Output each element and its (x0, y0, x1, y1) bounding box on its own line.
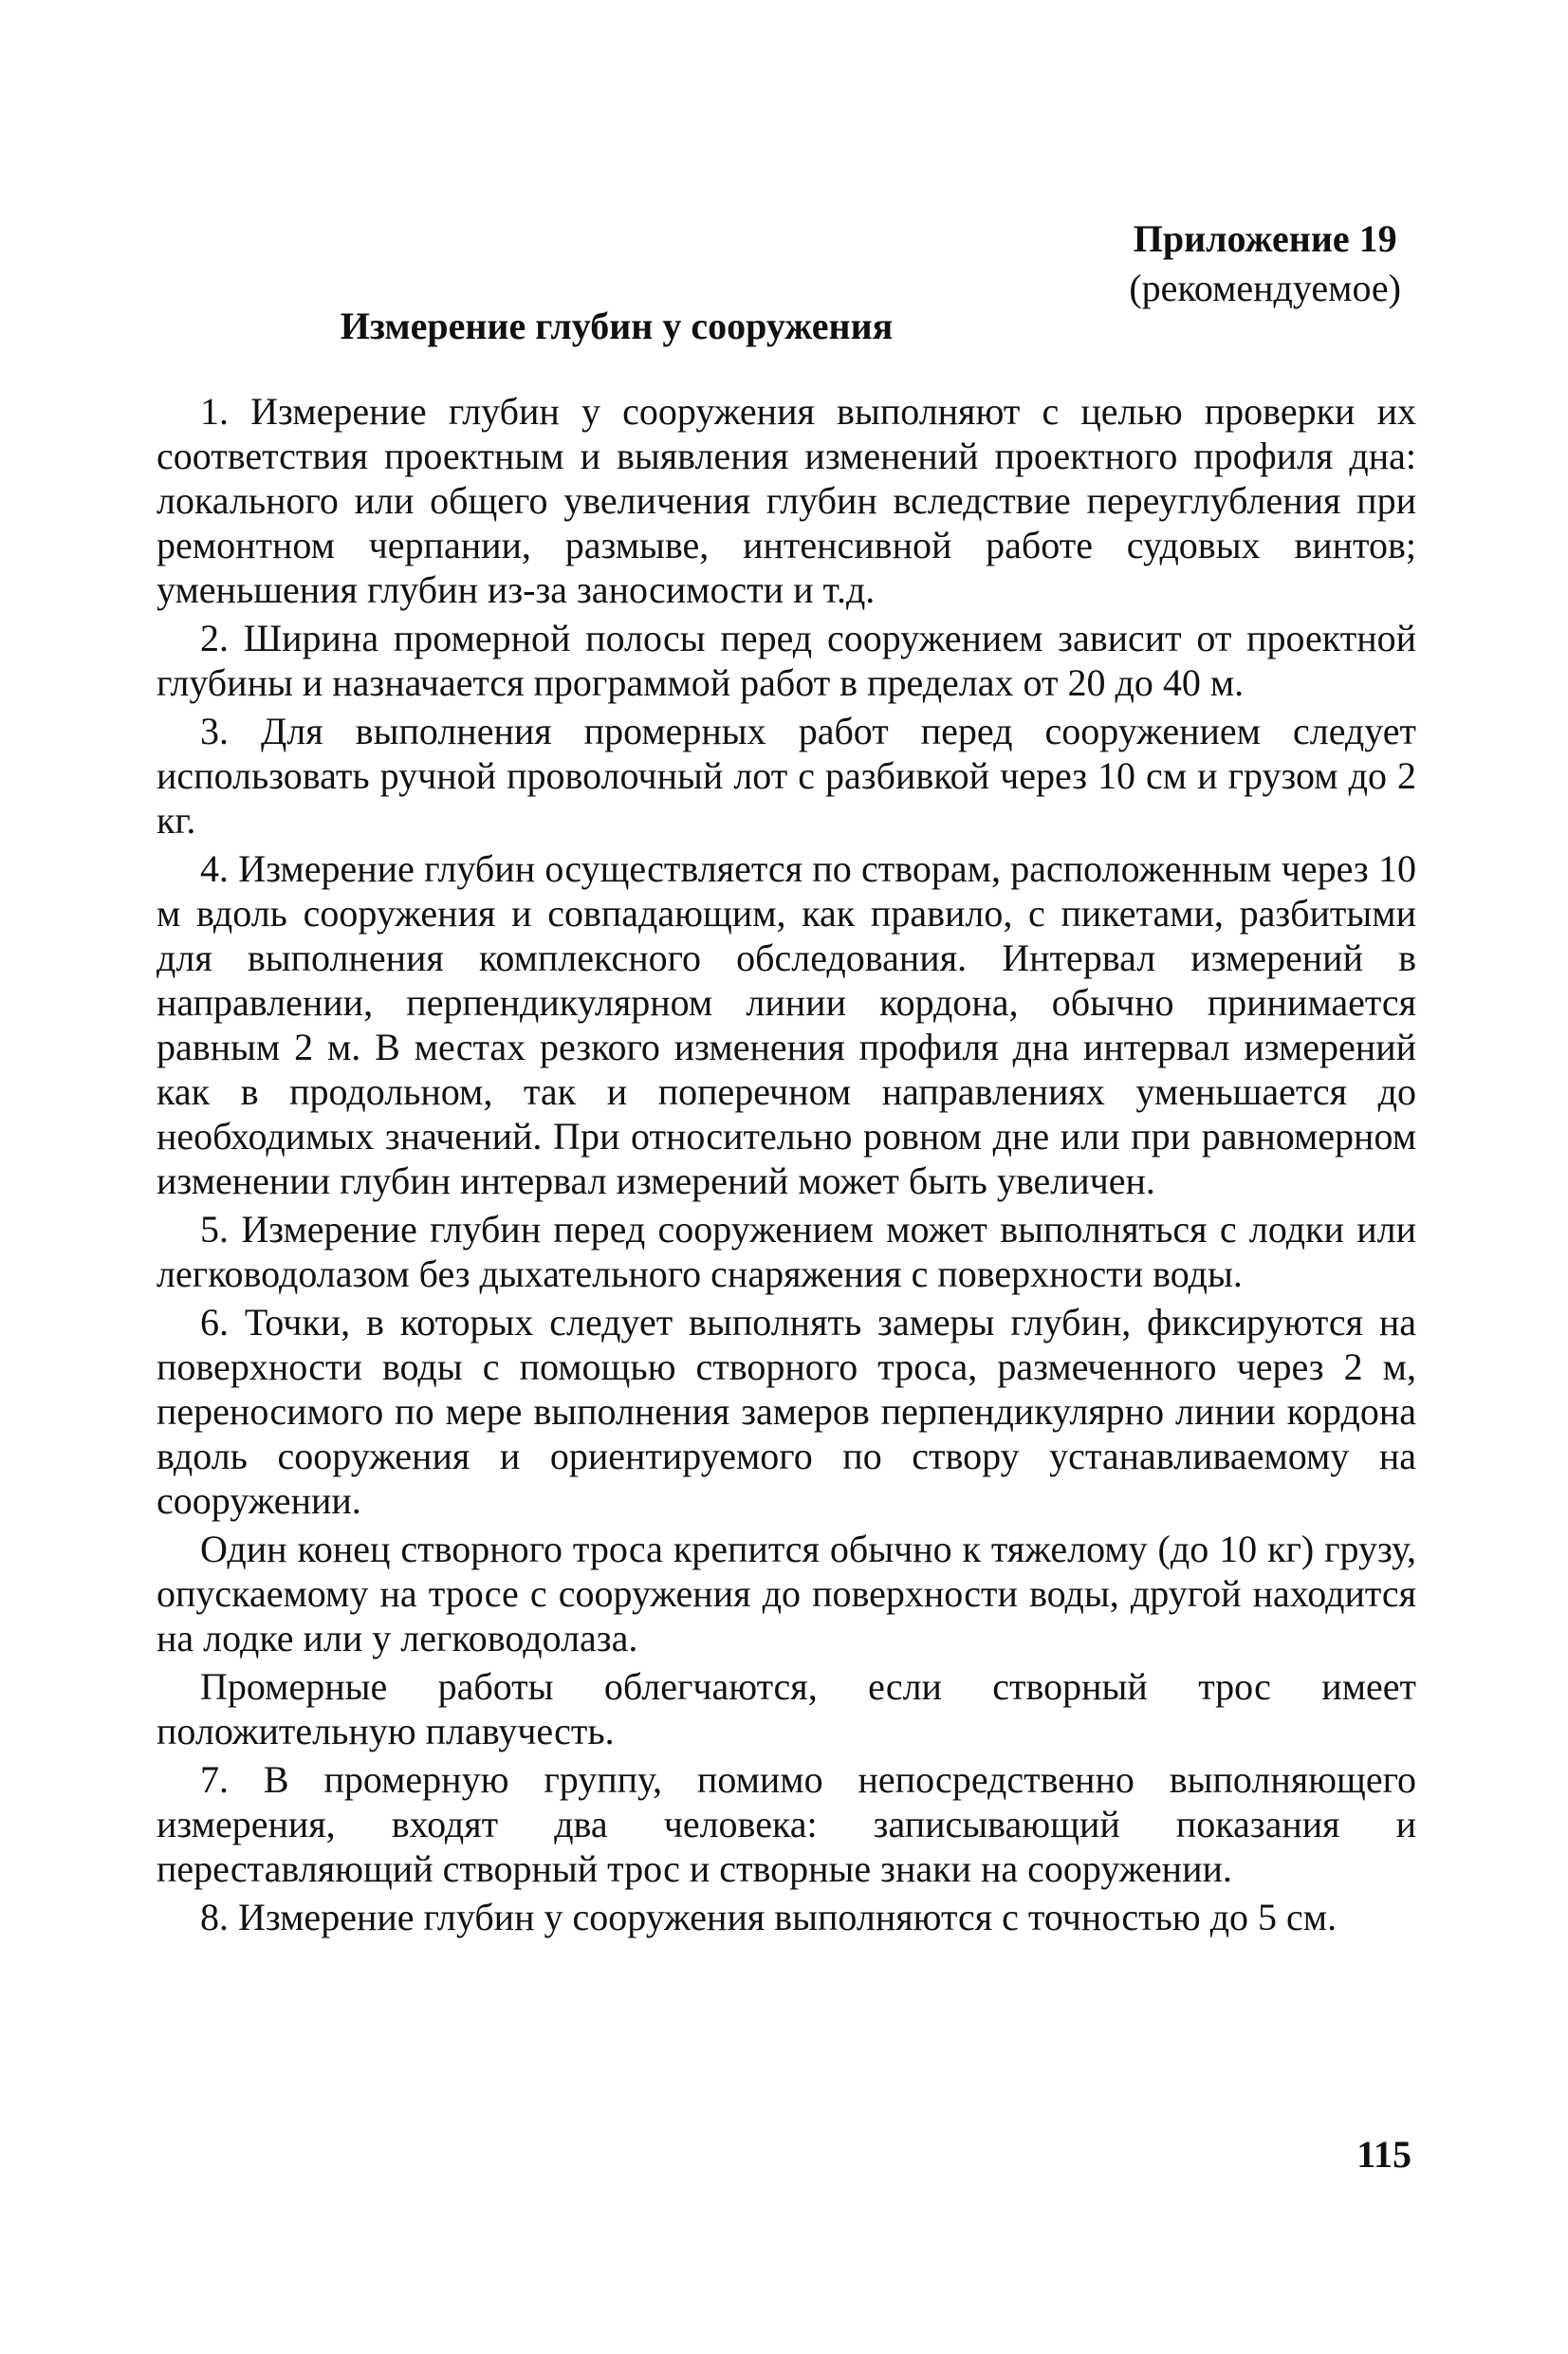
page-number: 115 (1356, 2133, 1411, 2176)
paragraph-5: 5. Измерение глубин перед сооружением может выполняться с лодки или легководолазом без дыхательного снаряжения с поверхности воды. (157, 1208, 1416, 1295)
paragraph-8: 8. Измерение глубин у сооружения выполняются с точностью до 5 см. (200, 1896, 1337, 1938)
section-title: Измерение глубин у сооружения (340, 305, 894, 347)
paragraph-6-continued-2: Промерные работы облегчаются, если створный трос имеет положительную плавучесть. (157, 1665, 1416, 1752)
paragraph-1: 1. Измерение глубин у сооружения выполняют с целью проверки их соответствия проектным и выявления изменений проектного профиля дна: локального или общего увеличения глубин вследствие переуглубления при ремонтном черпании, размыве, интенсивной работе судовых винтов; уменьшения глубин из-за заносимости и т.д. (157, 390, 1416, 611)
appendix-type: (рекомендуемое) (1129, 267, 1401, 309)
paragraph-3: 3. Для выполнения промерных работ перед сооружением следует использовать ручной проволочный лот с разбивкой через 10 см и грузом до 2 кг. (157, 710, 1416, 842)
paragraph-6: 6. Точки, в которых следует выполнять замеры глубин, фиксируются на поверхности воды с помощью створного троса, размеченного через 2 м, переносимого по мере выполнения замеров перпендикулярно линии кордона вдоль сооружения и ориентируемого по створу устанавливаемому на сооружении. (157, 1301, 1416, 1522)
paragraph-7: 7. В промерную группу, помимо непосредственно выполняющего измерения, входят два человека: записывающий показания и переставляющий створный трос и створные знаки на сооружении. (157, 1758, 1416, 1890)
appendix-label (1129, 214, 1401, 313)
document-body (157, 389, 1416, 1943)
paragraph-6-continued-1: Один конец створного троса крепится обычно к тяжелому (до 10 кг) грузу, опускаемому на тросе с сооружения до поверхности воды, другой находится на лодке или у легководолаза. (157, 1528, 1416, 1659)
appendix-number: Приложение 19 (1133, 217, 1397, 260)
paragraph-4: 4. Измерение глубин осуществляется по створам, расположенным через 10 м вдоль сооружения и совпадающим, как правило, с пикетами, разбитыми для выполнения комплексного обследования. Интервал измерений в направлении, перпендикулярном линии кордона, обычно принимается равным 2 м. В местах резкого изменения профиля дна интервал измерений как в продольном, так и поперечном направлениях уменьшается до необходимых значений. При относительно ровном дне или при равномерном изменении глубин интервал измерений может быть увеличен. (157, 847, 1416, 1202)
paragraph-2: 2. Ширина промерной полосы перед сооружением зависит от проектной глубины и назначается программой работ в пределах от 20 до 40 м. (157, 617, 1416, 704)
